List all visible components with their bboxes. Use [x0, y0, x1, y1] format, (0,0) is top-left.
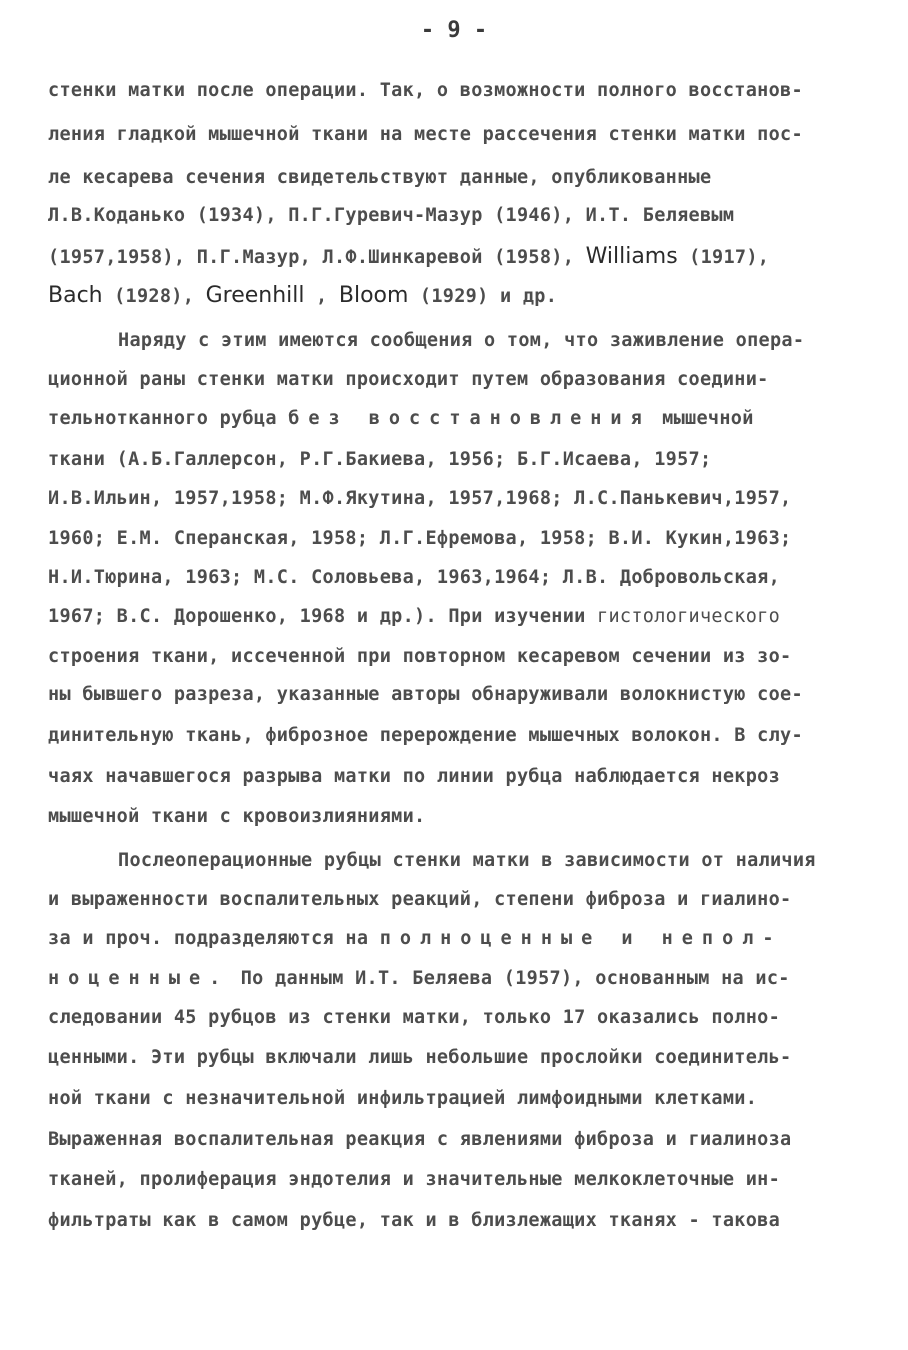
text-line: Послеоперационные рубцы стенки матки в зависимости от наличия — [118, 850, 816, 871]
text-segment: (1957,1958), П.Г.Мазур, Л.Ф.Шинкаревой (1958), — [48, 247, 575, 268]
text-line: ной ткани с незначительной инфильтрацией лимфоидными клетками. — [48, 1088, 758, 1109]
text-line: ционной раны стенки матки происходит путем образования соедини- — [48, 369, 769, 390]
text-line: следовании 45 рубцов из стенки матки, только 17 оказались полно- — [48, 1007, 781, 1028]
text-segment: По данным И.Т. Беляева (1957), основанным на ис- — [240, 968, 790, 989]
text-line: ны бывшего разреза, указанные авторы обнаруживали волокнистую сое- — [48, 684, 803, 705]
text-line — [48, 606, 780, 627]
text-line-with-handwriting — [48, 244, 769, 269]
text-segment: (1929) и др. — [419, 286, 558, 307]
spaced-emphasis: без восстановления — [288, 408, 651, 429]
text-line-with-handwriting — [48, 283, 557, 308]
spaced-emphasis: полноценные и непол- — [379, 928, 783, 949]
text-line: фильтраты как в самом рубце, так и в близлежащих тканях - такова — [48, 1210, 781, 1231]
text-line: И.В.Ильин, 1957,1958; М.Ф.Якутина, 1957,1968; Л.С.Панькевич,1957, — [48, 488, 792, 509]
text-line: динительную ткань, фиброзное перерождение мышечных волокон. В слу- — [48, 725, 803, 746]
text-line: стенки матки после операции. Так, о возможности полного восстанов- — [48, 80, 803, 101]
handwritten-author-name: Greenhill — [205, 283, 305, 308]
text-line: 1960; Е.М. Сперанская, 1958; Л.Г.Ефремова, 1958; В.И. Кукин,1963; — [48, 528, 792, 549]
text-segment: (1928), — [114, 286, 195, 307]
text-segment: , — [315, 286, 328, 307]
handwritten-author-name: Bach — [48, 283, 103, 308]
text-line: ткани (А.Б.Галлерсон, Р.Г.Бакиева, 1956; Б.Г.Исаева, 1957; — [48, 449, 712, 470]
text-line-spaced — [48, 928, 782, 949]
text-line: строения ткани, иссеченной при повторном кесаревом сечении из зо- — [48, 646, 792, 667]
text-line-spaced — [48, 968, 790, 989]
page-number: - 9 - — [420, 18, 488, 43]
text-line: ления гладкой мышечной ткани на месте рассечения стенки матки пос- — [48, 124, 803, 145]
text-line: Н.И.Тюрина, 1963; М.С. Соловьева, 1963,1964; Л.В. Добровольская, — [48, 567, 781, 588]
text-line: ле кесарева сечения свидетельствуют данные, опубликованные — [48, 167, 712, 188]
text-segment: 1967; В.С. Дорошенко, 1968 и др.). При изучении — [48, 606, 586, 627]
handwritten-author-name: Bloom — [338, 283, 409, 308]
text-line: Л.В.Коданько (1934), П.Г.Гуревич-Мазур (1946), И.Т. Беляевым — [48, 205, 735, 226]
text-line: мышечной ткани с кровоизлияниями. — [48, 806, 426, 827]
text-line: Наряду с этим имеются сообщения о том, что заживление опера- — [118, 330, 805, 351]
spaced-emphasis: ноценные. — [48, 968, 230, 989]
text-line-spaced — [48, 408, 754, 429]
text-line: и выраженности воспалительных реакций, степени фиброза и гиалино- — [48, 889, 792, 910]
handwritten-author-name: Williams — [585, 244, 678, 269]
text-segment: мышечной — [662, 408, 754, 429]
text-line: чаях начавшегося разрыва матки по линии рубца наблюдается некроз — [48, 766, 781, 787]
text-segment-light: гистологического — [597, 606, 781, 627]
text-line: тканей, пролиферация эндотелия и значительные мелкоклеточные ин- — [48, 1169, 781, 1190]
text-segment: тельнотканного рубца — [48, 408, 277, 429]
text-line: Выраженная воспалительная реакция с явлениями фиброза и гиалиноза — [48, 1129, 792, 1150]
text-segment: за и проч. подразделяются на — [48, 928, 369, 949]
text-segment: (1917), — [689, 247, 770, 268]
text-line: ценными. Эти рубцы включали лишь небольшие прослойки соединитель- — [48, 1047, 792, 1068]
